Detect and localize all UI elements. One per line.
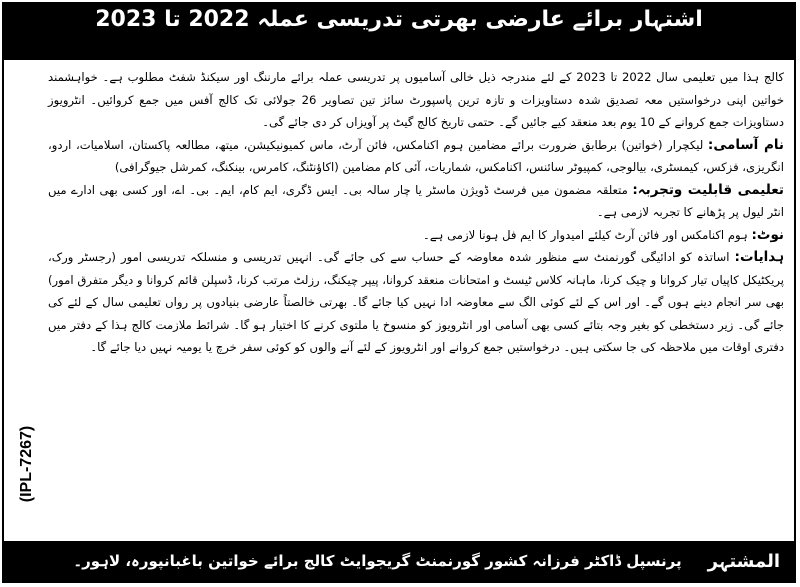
qualification-text: متعلقہ مضمون میں فرسٹ ڈویژن ماسٹر یا چار سالہ بی۔ ایس ڈگری، ایم کام، ایم۔ بی۔ اے، اور کسی بھی ادارے میں انٹر لیول پر پڑھانے کا تجربہ لازمی ہے۔	[48, 182, 784, 219]
instructions-section	[48, 246, 784, 359]
posts-text: لیکچرار (خواتین) برطابق ضرورت برائے مضامین ہوم اکنامکس، فائن آرٹ، ماس کمیونیکیشن، میتھ، مطالعہ پاکستان، اسلامیات، اردو، انگریزی، فزکس، کیمسٹری، بیالوجی، کمپیوٹر سائنس، اکنامکس، شماریات، آئی کام مضامین (اکاؤنٹنگ، کامرس، بینکنگ، کمرشل جیوگرافی)	[48, 137, 784, 174]
title-banner	[4, 4, 794, 60]
posts-label: نام آسامی:	[707, 136, 784, 153]
footer-banner	[4, 541, 794, 581]
qualification-label: تعلیمی قابلیت وتجربہ:	[632, 181, 784, 198]
ipl-code-box	[14, 409, 40, 519]
advertisement-frame	[2, 2, 796, 583]
note-label: نوٹ:	[751, 226, 784, 243]
instructions-label: ہدایات:	[734, 249, 784, 265]
advertiser-label: المشتہر	[707, 550, 780, 572]
advertiser-name: پرنسپل ڈاکٹر فرزانہ کشور گورنمنٹ گریجوایٹ کالج برائے خواتین باغبانپورہ، لاہور۔	[73, 552, 682, 570]
qualification-section	[48, 179, 784, 224]
page-title: اشتہار برائے عارضی بھرتی تدریسی عملہ 2022 تا 2023	[95, 7, 703, 32]
ipl-code: (IPL-7267)	[18, 425, 35, 503]
note-section	[48, 224, 784, 247]
advertisement-body	[48, 66, 784, 531]
intro-paragraph: کالج ہذا میں تعلیمی سال 2022 تا 2023 کے لئے مندرجہ ذیل خالی آسامیوں پر تدریسی عملہ برائے مارننگ اور سیکنڈ شفٹ مطلوب ہے۔ خواہشمند خواتین اپنی درخواستیں معہ تصدیق شدہ دستاویزات و تازہ ترین پاسپورٹ سائز تین تصاویر 26 جولائی تک کالج آفس میں جمع کروائیں۔ انٹرویوز دستاویزات جمع کروانے کے 10 یوم بعد منعقد کیے جائیں گے۔ حتمی تاریخ کالج گیٹ پر آویزاں کر دی جائے گی۔	[48, 70, 784, 129]
posts-section	[48, 134, 784, 179]
instructions-text: اساتذہ کو ادائیگی گورنمنٹ سے منظور شدہ معاوضہ کے حساب سے کی جائے گی۔ انہیں تدریسی و منسلکہ تدریسی امور (رجسٹر ورک، پریکٹیکل کاپیاں تیار کروانا و چیک کرنا، ماہانہ کلاس ٹیسٹ و امتحانات منعقد کروانا، پیپر چیکنگ، رزلٹ مرتب کرنا، ڈسپلن قائم کروانا و دیگر متفرق امور) بھی سر انجام دینے ہوں گے۔ اور اس کے لئے کوئی الگ سے معاوضہ ادا نہیں کیا جائے گا۔ بھرتی خالصتاً عارضی بنیادوں پر رواں تعلیمی سال کے لئے کی جائے گی۔ زیر دستخطی کو بغیر وجہ بتائے کسی بھی آسامی اور انٹرویوز کو منسوخ یا ملتوی کرنے کا اختیار ہو گا۔ شرائط ملازمت کالج ہذا کے دفتر میں دفتری اوقات میں ملاحظہ کی جا سکتی ہیں۔ درخواستیں جمع کروانے اور انٹرویوز کے لئے آنے والوں کو کوئی سفر خرچ یا یومیہ نہیں دیا جائے گا۔	[48, 250, 784, 354]
note-text: ہوم اکنامکس اور فائن آرٹ کیلئے امیدوار کا ایم فل ہونا لازمی ہے۔	[423, 227, 748, 242]
